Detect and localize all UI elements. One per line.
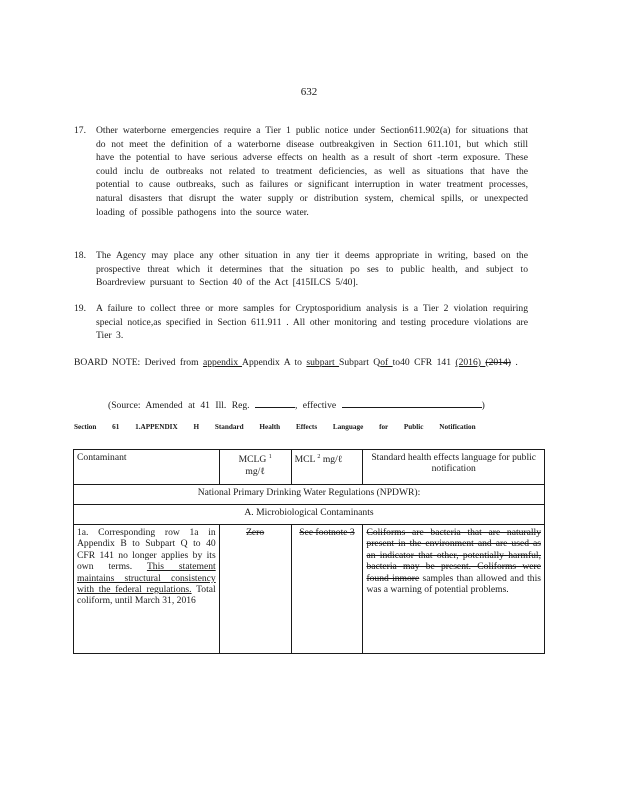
mclg-unit: mg/ℓ bbox=[245, 465, 265, 477]
coliform-contaminant-cell bbox=[74, 525, 220, 654]
table-row bbox=[74, 505, 545, 525]
source-middle: , effective bbox=[294, 400, 337, 411]
page-number: 632 bbox=[300, 86, 318, 98]
contaminant-tail: Total coliform, until March 31, 2016 bbox=[77, 584, 216, 607]
npdwr-heading: National Primary Drinking Water Regulations (NPDWR): bbox=[74, 485, 545, 505]
item-18-text: The Agency may place any other situation in any tier it deems appropriate in writing, based on the prospective threat which it determines that the situation po ses to public health, and subject to Boardreview pursuant to Section 40 of the Act [415ILCS 5/40]. bbox=[96, 250, 528, 289]
inserted-text: appendix bbox=[202, 357, 243, 368]
board-note-text: Subpart Q bbox=[339, 357, 381, 368]
inserted-text: subpart bbox=[306, 357, 340, 368]
deleted-text: See footnote 3 bbox=[299, 527, 355, 538]
item-number: 18. bbox=[74, 250, 86, 261]
coliform-effects-cell bbox=[363, 525, 545, 654]
reg-blank bbox=[255, 397, 295, 408]
contaminant-text: 1a. Corresponding row 1a in Appendix B to Subpart Q to 40 CFR 141 no longer applies by its own terms. bbox=[77, 527, 216, 573]
item-19-text: A failure to collect three or more samples for Cryptosporidium analysis is a Tier 2 violation requiring special notice,as specified in Section 611.911 . All other monitoring and testing procedure violations are Tier 3. bbox=[96, 303, 528, 342]
effects-text: samples than allowed and this was a warning of potential problems. bbox=[366, 572, 541, 596]
item-number: 19. bbox=[74, 303, 86, 314]
board-note-text: to40 CFR 141 bbox=[392, 357, 456, 368]
inserted-text: (2016) bbox=[455, 357, 486, 368]
header-health-effects: Standard health effects language for public notification bbox=[363, 450, 545, 485]
section-heading: Section 61 1.APPENDIX H Standard Health Effects Language for Public Notification bbox=[74, 423, 476, 431]
source-line bbox=[108, 397, 528, 412]
header-mclg bbox=[219, 450, 291, 485]
board-note-text: . bbox=[510, 357, 518, 368]
board-note bbox=[74, 356, 528, 370]
mcl-label: MCL bbox=[294, 454, 315, 466]
health-effects-table bbox=[73, 449, 545, 654]
board-note-text: Appendix A to bbox=[242, 357, 307, 368]
inserted-text: of bbox=[380, 357, 393, 368]
header-contaminant: Contaminant bbox=[74, 450, 220, 485]
table-header-row bbox=[74, 450, 545, 485]
mclg-label: MCLG bbox=[238, 454, 267, 466]
mcl-footnote: 2 bbox=[317, 454, 321, 460]
deleted-text: (2014) bbox=[485, 357, 511, 368]
microbiological-heading: A. Microbiological Contaminants bbox=[74, 505, 545, 525]
mcl-unit: mg/ℓ bbox=[322, 454, 343, 466]
item-number: 17. bbox=[74, 125, 86, 136]
table-row bbox=[74, 485, 545, 505]
date-blank bbox=[342, 397, 482, 408]
deleted-text: Zero bbox=[246, 527, 265, 538]
deleted-text: Coliforms are bacteria that are naturally present in the environment and are used as an indicator that other, potentially harmful, bacteria may be present. Coliforms were found inmore bbox=[366, 527, 541, 584]
coliform-mclg-cell bbox=[219, 525, 291, 654]
table-row bbox=[74, 525, 545, 654]
board-note-text: BOARD NOTE: Derived from bbox=[74, 357, 203, 368]
header-mcl bbox=[291, 450, 363, 485]
mclg-footnote: 1 bbox=[268, 454, 272, 460]
source-suffix: ) bbox=[481, 400, 485, 411]
source-prefix: (Source: Amended at 41 Ill. Reg. bbox=[108, 400, 250, 411]
coliform-mcl-cell bbox=[291, 525, 363, 654]
item-17-text: Other waterborne emergencies require a Tier 1 public notice under Section611.902(a) for situations that do not meet the definition of a waterborne disease outbreakgiven in Section 611.101, but which still have the potential to have serious adverse effects on health as a result of short -term exposure. These could inclu de outbreaks not related to treatment deficiencies, as well as situations that have the potential to cause outbreaks, such as failures or significant interruption in water treatment processes, natural disasters that disrupt the water supply or distribution system, chemical spills, or unexpected loading of possible pathogens into the source water. bbox=[96, 125, 528, 218]
inserted-text: This statement maintains structural consistency with the federal regulations. bbox=[77, 561, 216, 596]
